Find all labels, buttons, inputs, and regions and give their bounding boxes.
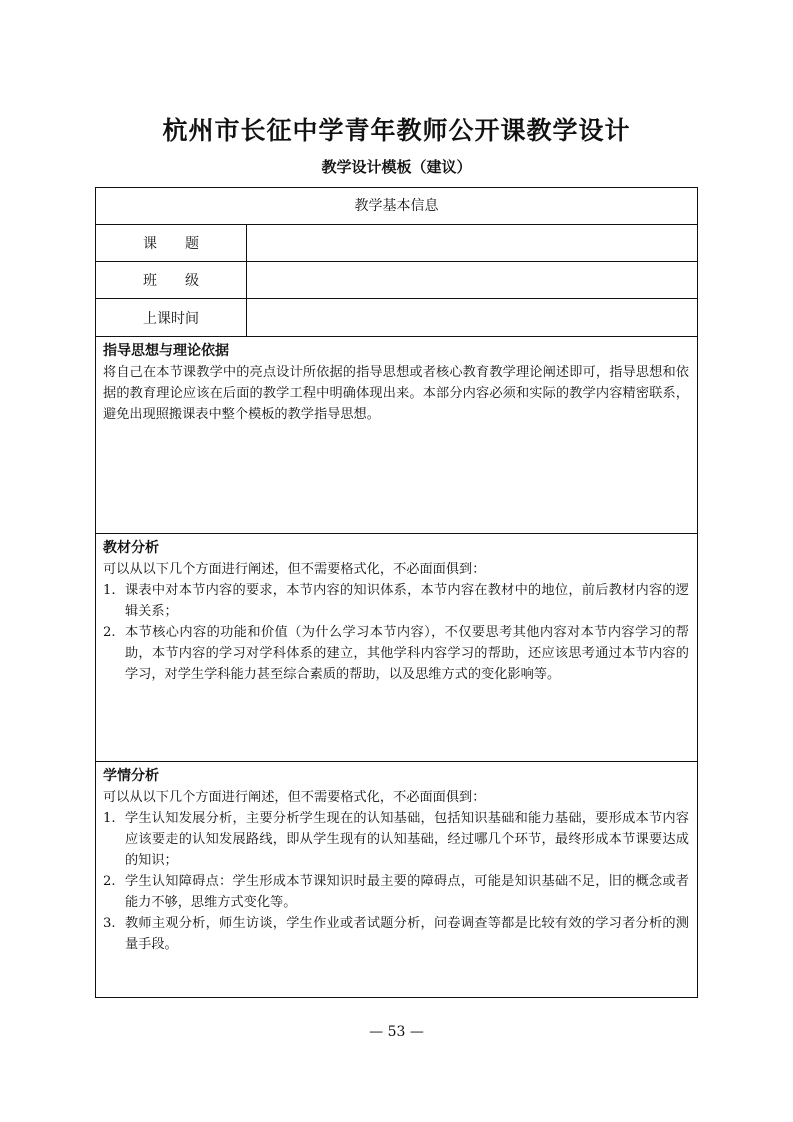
info-row-topic xyxy=(96,225,697,262)
page-number: — 53 — xyxy=(369,1024,424,1040)
section-intro: 将自己在本节课教学中的亮点设计所依据的指导思想或者核心教育教学理论阐述即可，指导思想和依据的教育理论应该在后面的教学工程中明确体现出来。本部分内容必须和实际的教学内容精密联系，避免出现照搬课表中整个模板的教学指导思想。 xyxy=(103,365,689,422)
list-item-text: 学生认知障碍点：学生形成本节课知识时最主要的障碍点，可能是知识基础不足，旧的概念或者能力不够，思维方式变化等。 xyxy=(125,874,689,910)
list-item-number: 2. xyxy=(103,874,116,889)
list-item xyxy=(103,871,689,913)
list-item xyxy=(103,808,689,871)
lesson-design-table xyxy=(95,187,698,998)
list-item-number: 2. xyxy=(103,625,116,640)
section-intro: 可以从以下几个方面进行阐述，但不需要格式化，不必面面俱到： xyxy=(103,562,486,577)
list-item xyxy=(103,913,689,955)
list-item-text: 学生认知发展分析，主要分析学生现在的认知基础，包括知识基础和能力基础，要形成本节内容应该要走的认知发展路线，即从学生现有的认知基础，经过哪几个环节，最终形成本节课要达成的知识； xyxy=(125,811,689,868)
list-item-number: 1. xyxy=(103,583,116,598)
info-row-class xyxy=(96,262,697,299)
table-header: 教学基本信息 xyxy=(354,198,439,214)
section-heading: 教材分析 xyxy=(103,540,159,556)
info-label-time: 上课时间 xyxy=(96,299,247,336)
section-heading: 学情分析 xyxy=(103,768,159,784)
info-value-time[interactable] xyxy=(247,299,697,336)
list-item-text: 本节核心内容的功能和价值（为什么学习本节内容），不仅要思考其他内容对本节内容学习的帮助，本节内容的学习对学科体系的建立，其他学科内容学习的帮助，还应该思考通过本节内容的学习，对学生学科能力甚至综合素质的帮助，以及思维方式的变化影响等。 xyxy=(125,625,689,682)
list-item xyxy=(103,622,689,685)
section-list xyxy=(103,808,689,955)
section-list xyxy=(103,580,689,685)
info-row-time xyxy=(96,299,697,337)
section-learner-analysis xyxy=(96,762,697,997)
section-guiding-theory xyxy=(96,337,697,534)
info-label-class: 班 级 xyxy=(96,262,247,298)
list-item-text: 教师主观分析，师生访谈，学生作业或者试题分析，问卷调查等都是比较有效的学习者分析的测量手段。 xyxy=(125,916,689,952)
section-heading: 指导思想与理论依据 xyxy=(103,343,229,359)
document-title: 杭州市长征中学青年教师公开课教学设计 xyxy=(162,116,631,145)
section-intro: 可以从以下几个方面进行阐述，但不需要格式化，不必面面俱到： xyxy=(103,790,486,805)
table-header-row xyxy=(96,188,697,225)
list-item-text: 课表中对本节内容的要求，本节内容的知识体系，本节内容在教材中的地位，前后教材内容的逻辑关系； xyxy=(125,583,689,619)
document-subtitle: 教学设计模板（建议） xyxy=(321,158,472,176)
info-value-topic[interactable] xyxy=(247,225,697,261)
section-textbook-analysis xyxy=(96,534,697,762)
list-item xyxy=(103,580,689,622)
info-label-topic: 课 题 xyxy=(96,225,247,261)
list-item-number: 1. xyxy=(103,811,116,826)
list-item-number: 3. xyxy=(103,916,116,931)
info-value-class[interactable] xyxy=(247,262,697,298)
